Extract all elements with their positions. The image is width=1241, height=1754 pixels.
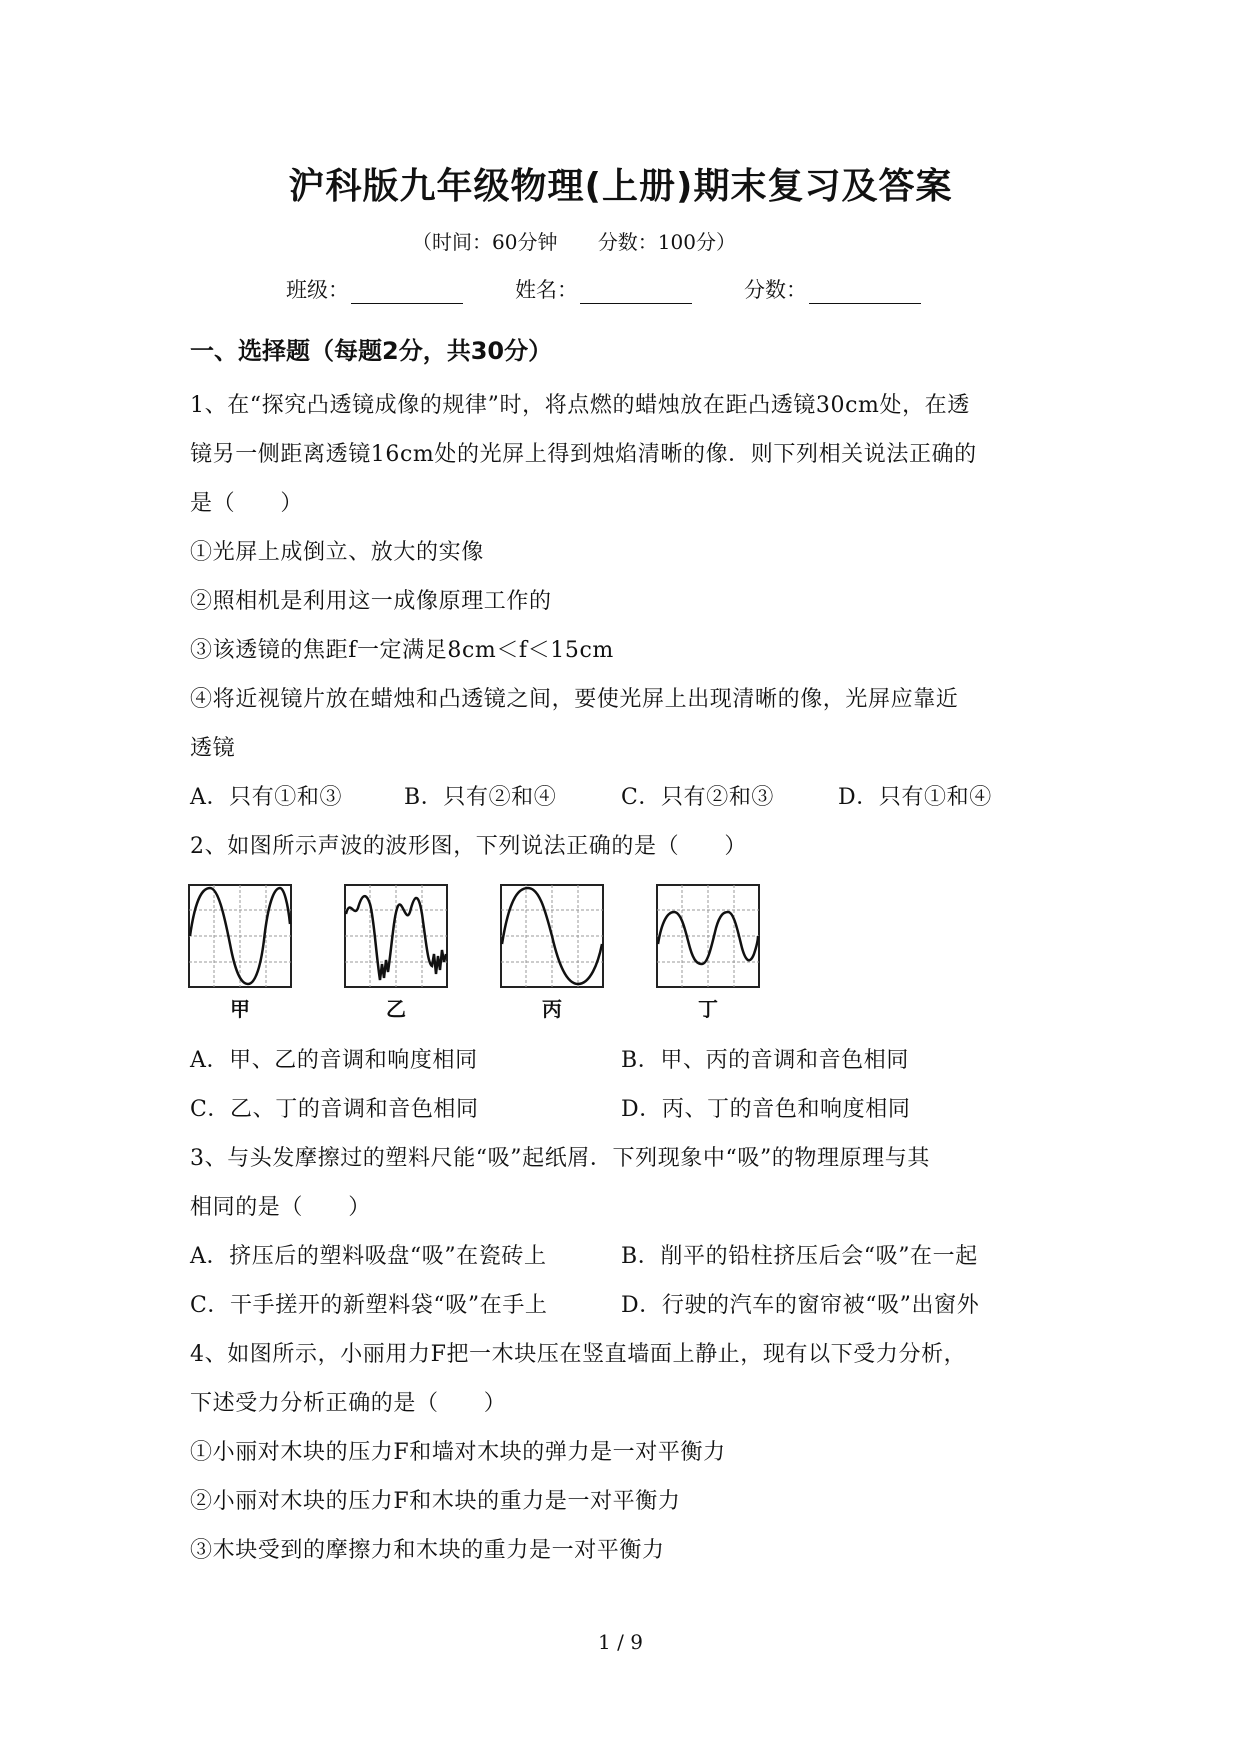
exam-info xyxy=(412,226,770,255)
class-label: 班级： xyxy=(286,278,349,302)
page-number: 1 / 9 xyxy=(598,1630,643,1654)
question-line: ②照相机是利用这一成像原理工作的 xyxy=(190,589,552,614)
question-line: ④将近视镜片放在蜡烛和凸透镜之间，要使光屏上出现清晰的像，光屏应靠近 xyxy=(190,687,959,712)
option-a: A．只有①和③ xyxy=(190,785,343,810)
question-line: ②小丽对木块的压力F和木块的重力是一对平衡力 xyxy=(190,1489,681,1514)
exam-total-score: 分数：100分） xyxy=(597,230,736,254)
score-blank[interactable] xyxy=(809,283,921,304)
option-a: A．挤压后的塑料吸盘“吸”在瓷砖上 xyxy=(190,1244,547,1269)
option-c: C．干手搓开的新塑料袋“吸”在手上 xyxy=(190,1293,548,1318)
option-a: A．甲、乙的音调和响度相同 xyxy=(190,1048,478,1073)
question-line: ③木块受到的摩擦力和木块的重力是一对平衡力 xyxy=(190,1538,665,1563)
waveform-bing xyxy=(500,884,604,988)
waveform-jia xyxy=(188,884,292,988)
question-line: 4、如图所示，小丽用力F把一木块压在竖直墙面上静止，现有以下受力分析， xyxy=(190,1342,967,1367)
question-line: ①小丽对木块的压力F和墙对木块的弹力是一对平衡力 xyxy=(190,1440,726,1465)
wave-label-ding: 丁 xyxy=(698,997,718,1021)
waveform-yi xyxy=(344,884,448,988)
name-blank[interactable] xyxy=(580,283,692,304)
section-heading: 一、选择题（每题2分，共30分） xyxy=(190,337,553,365)
wave-label-bing: 丙 xyxy=(542,997,562,1021)
class-field xyxy=(286,274,463,304)
question-line: 下述受力分析正确的是（ ） xyxy=(190,1391,507,1416)
wave-label-jia: 甲 xyxy=(230,997,250,1021)
option-b: B．甲、丙的音调和音色相同 xyxy=(621,1048,909,1073)
question-line: ③该透镜的焦距f一定满足8cm＜f＜15cm xyxy=(190,638,614,663)
score-label: 分数： xyxy=(744,278,807,302)
page-title: 沪科版九年级物理(上册)期末复习及答案 xyxy=(288,166,953,207)
option-c: C．乙、丁的音调和音色相同 xyxy=(190,1097,479,1122)
question-line: 2、如图所示声波的波形图，下列说法正确的是（ ） xyxy=(190,834,747,859)
name-field xyxy=(515,274,692,304)
option-b: B．只有②和④ xyxy=(404,785,557,810)
option-d: D．只有①和④ xyxy=(838,785,992,810)
wave-label-yi: 乙 xyxy=(386,997,406,1021)
question-line: 相同的是（ ） xyxy=(190,1195,371,1220)
class-blank[interactable] xyxy=(351,283,463,304)
score-field xyxy=(744,274,921,304)
option-b: B．削平的铅柱挤压后会“吸”在一起 xyxy=(621,1244,978,1269)
question-line: 1、在“探究凸透镜成像的规律”时，将点燃的蜡烛放在距凸透镜30cm处，在透 xyxy=(190,393,970,418)
question-line: 3、与头发摩擦过的塑料尺能“吸”起纸屑．下列现象中“吸”的物理原理与其 xyxy=(190,1146,930,1171)
student-info-fields xyxy=(286,274,973,304)
exam-time: （时间：60分钟 xyxy=(412,230,558,254)
question-line: ①光屏上成倒立、放大的实像 xyxy=(190,540,484,565)
question-line: 镜另一侧距离透镜16cm处的光屏上得到烛焰清晰的像．则下列相关说法正确的 xyxy=(190,442,977,467)
question-line: 是（ ） xyxy=(190,491,304,516)
option-d: D．行驶的汽车的窗帘被“吸”出窗外 xyxy=(621,1293,980,1318)
option-c: C．只有②和③ xyxy=(621,785,775,810)
waveform-ding xyxy=(656,884,760,988)
question-line: 透镜 xyxy=(190,736,236,761)
option-d: D．丙、丁的音色和响度相同 xyxy=(621,1097,911,1122)
name-label: 姓名： xyxy=(515,278,578,302)
